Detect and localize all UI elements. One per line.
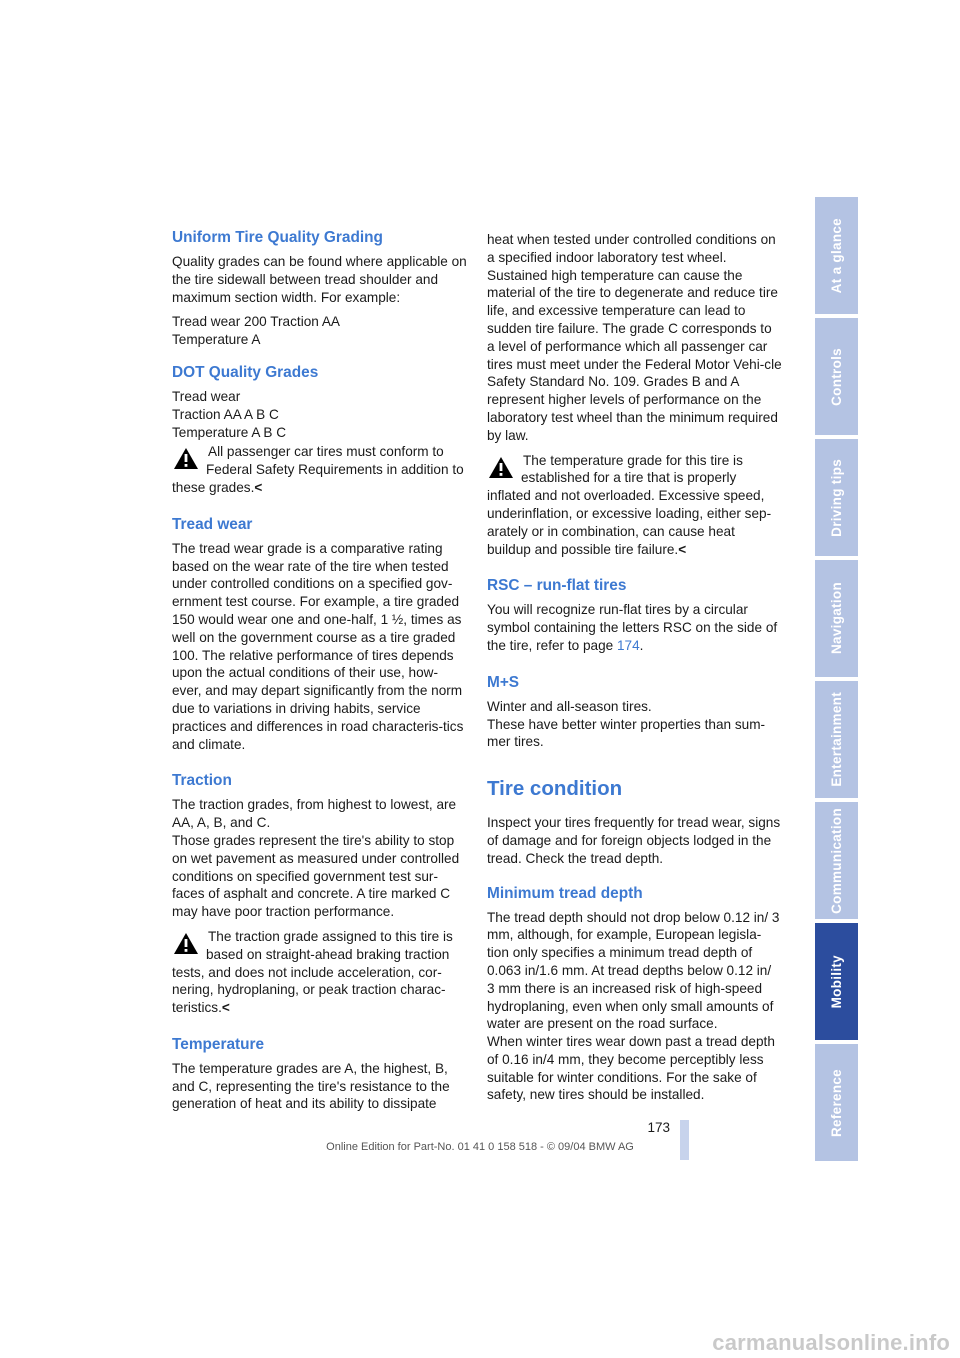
tab-label: Navigation [829,582,844,655]
traction-text-1: The traction grades, from highest to lowest, are AA, A, B, and C. [172,797,457,831]
page-marker-bar [680,1120,689,1160]
min-text-1: The tread depth should not drop below 0.12 in/ 3 mm, although, for example, European legisla-tion only specifies a minimum tread depth of 0.063 in/1.6 mm. At tread depths below 0.12 in/ 3 mm there is an increased risk of high-speed hydroplaning, even when only small amounts of water are present on the road surface. [487,909,780,1032]
rsc-period: . [639,637,644,653]
dot-line-2: Traction AA A B C [172,406,279,422]
example-block [172,313,467,349]
temperature-cont: heat when tested under controlled conditions on a specified indoor laboratory test wheel. Sustained high temperature can cause the material of the tire to degenerate and reduce tire life, and excessive temperature can lead to sudden tire failure. The grade C corresponds to a level of performance which all passenger car tires must meet under the Federal Motor Vehi-cle Safety Standard No. 109. Grades B and A represent higher levels of performance on the laboratory test wheel than the minimum required by law. [487,232,782,443]
tab-navigation[interactable] [815,560,858,681]
page-link[interactable]: 174 [616,637,640,653]
ms-heading: M+S [487,673,520,691]
right-column [487,231,782,1111]
warning-text [172,444,464,495]
tab-label: Entertainment [829,692,844,787]
min-heading: Minimum tread depth [487,884,643,902]
warning-icon [170,443,206,473]
dot-line-1: Tread wear [172,388,241,404]
footer-edition: Online Edition for Part-No. 01 41 0 158 518 - © 09/04 BMW AG [326,1141,634,1153]
example-line-2: Temperature A [172,332,261,348]
tab-label: At a glance [829,217,844,294]
tab-entertainment[interactable] [815,681,858,802]
tab-driving-tips[interactable] [815,439,858,560]
tab-label: Mobility [829,954,844,1009]
temperature-heading: Temperature [172,1035,265,1053]
end-marker: < [254,479,263,495]
tab-label: Driving tips [829,458,844,537]
tab-mobility[interactable] [815,923,858,1044]
dot-heading: DOT Quality Grades [172,363,319,381]
temperature-warning [487,452,782,559]
dot-grades [172,388,467,441]
dot-warning [172,443,467,496]
treadwear-heading: Tread wear [172,515,253,533]
ms-text-2: These have better winter properties than sum-mer tires. [487,716,766,750]
temperature-warning-text: The temperature grade for this tire is established for a tire that is properly inflated and not overloaded. Excessive speed, underinflation, or excessive loading, either sep-arately or in combination, can cause heat buildup and possible tire failure. [487,452,772,557]
dot-line-3: Temperature A B C [172,424,287,440]
min-text [487,909,782,1105]
left-column [172,228,467,1120]
min-text-2: When winter tires wear down past a tread depth of 0.16 in/4 mm, they become perceptibly less suitable for winter conditions. For the sake of safety, new tires should be installed. [487,1034,775,1103]
page-number: 173 [647,1120,670,1135]
traction-warning-text: The traction grade assigned to this tire is based on straight-ahead braking traction tests, and does not include acceleration, cor-nering, hydroplaning, or peak traction charac-teristics. [172,928,453,1016]
rsc-text-body: You will recognize run-flat tires by a circular symbol containing the letters RSC on the side of the tire, refer to page [487,602,778,653]
condition-heading: Tire condition [487,777,623,801]
rsc-text [487,601,782,654]
end-marker: < [221,1000,230,1016]
traction-heading: Traction [172,772,232,790]
end-marker: < [678,541,687,557]
warning-text [487,453,771,557]
ms-text [487,698,782,751]
warning-icon [485,452,521,482]
chapter-tabs [815,197,858,1165]
warning-text [172,929,453,1015]
tab-communication[interactable] [815,802,858,923]
tab-at-a-glance[interactable] [815,197,858,318]
tab-label: Controls [829,347,844,406]
rsc-heading: RSC – run-flat tires [487,577,627,595]
tab-label: Communication [829,807,844,914]
temperature-text: The temperature grades are A, the highest, B, and C, representing the tire's resistance to the generation of heat and its ability to dissipate [172,1060,450,1112]
watermark: carmanualsonline.info [712,1330,950,1355]
uniform-heading: Uniform Tire Quality Grading [172,229,383,246]
traction-text-2: Those grades represent the tire's ability to stop on wet pavement as measured under controlled conditions on specified government test sur-faces of asphalt and concrete. A tire marked C may have poor traction performance. [172,832,460,920]
traction-text [172,796,467,921]
ms-text-1: Winter and all-season tires. [487,698,652,714]
warning-icon [170,928,206,958]
traction-warning [172,928,467,1017]
tab-controls[interactable] [815,318,858,439]
condition-text: Inspect your tires frequently for tread wear, signs of damage and for foreign objects lodged in the tread. Check the tread depth. [487,815,781,866]
dot-warning-text: All passenger car tires must conform to Federal Safety Requirements in addition to these grades. [172,444,464,495]
example-line-1: Tread wear 200 Traction AA [172,314,340,330]
treadwear-text: The tread wear grade is a comparative rating based on the wear rate of the tire when tested under controlled conditions on a specified gov-ernment test course. For example, a tire graded 150 would wear one and one-half, 1 ½, times as well on the government course as a tire graded 100. The relative performance of tires depends upon the actual conditions of their use, how-ever, and may depart significantly from the norm due to variations in driving habits, service practices and differences in road characteris-tics and climate. [172,540,464,752]
tab-label: Reference [829,1068,844,1137]
uniform-text: Quality grades can be found where applicable on the tire sidewall between tread shoulder and maximum section width. For example: [172,254,467,305]
